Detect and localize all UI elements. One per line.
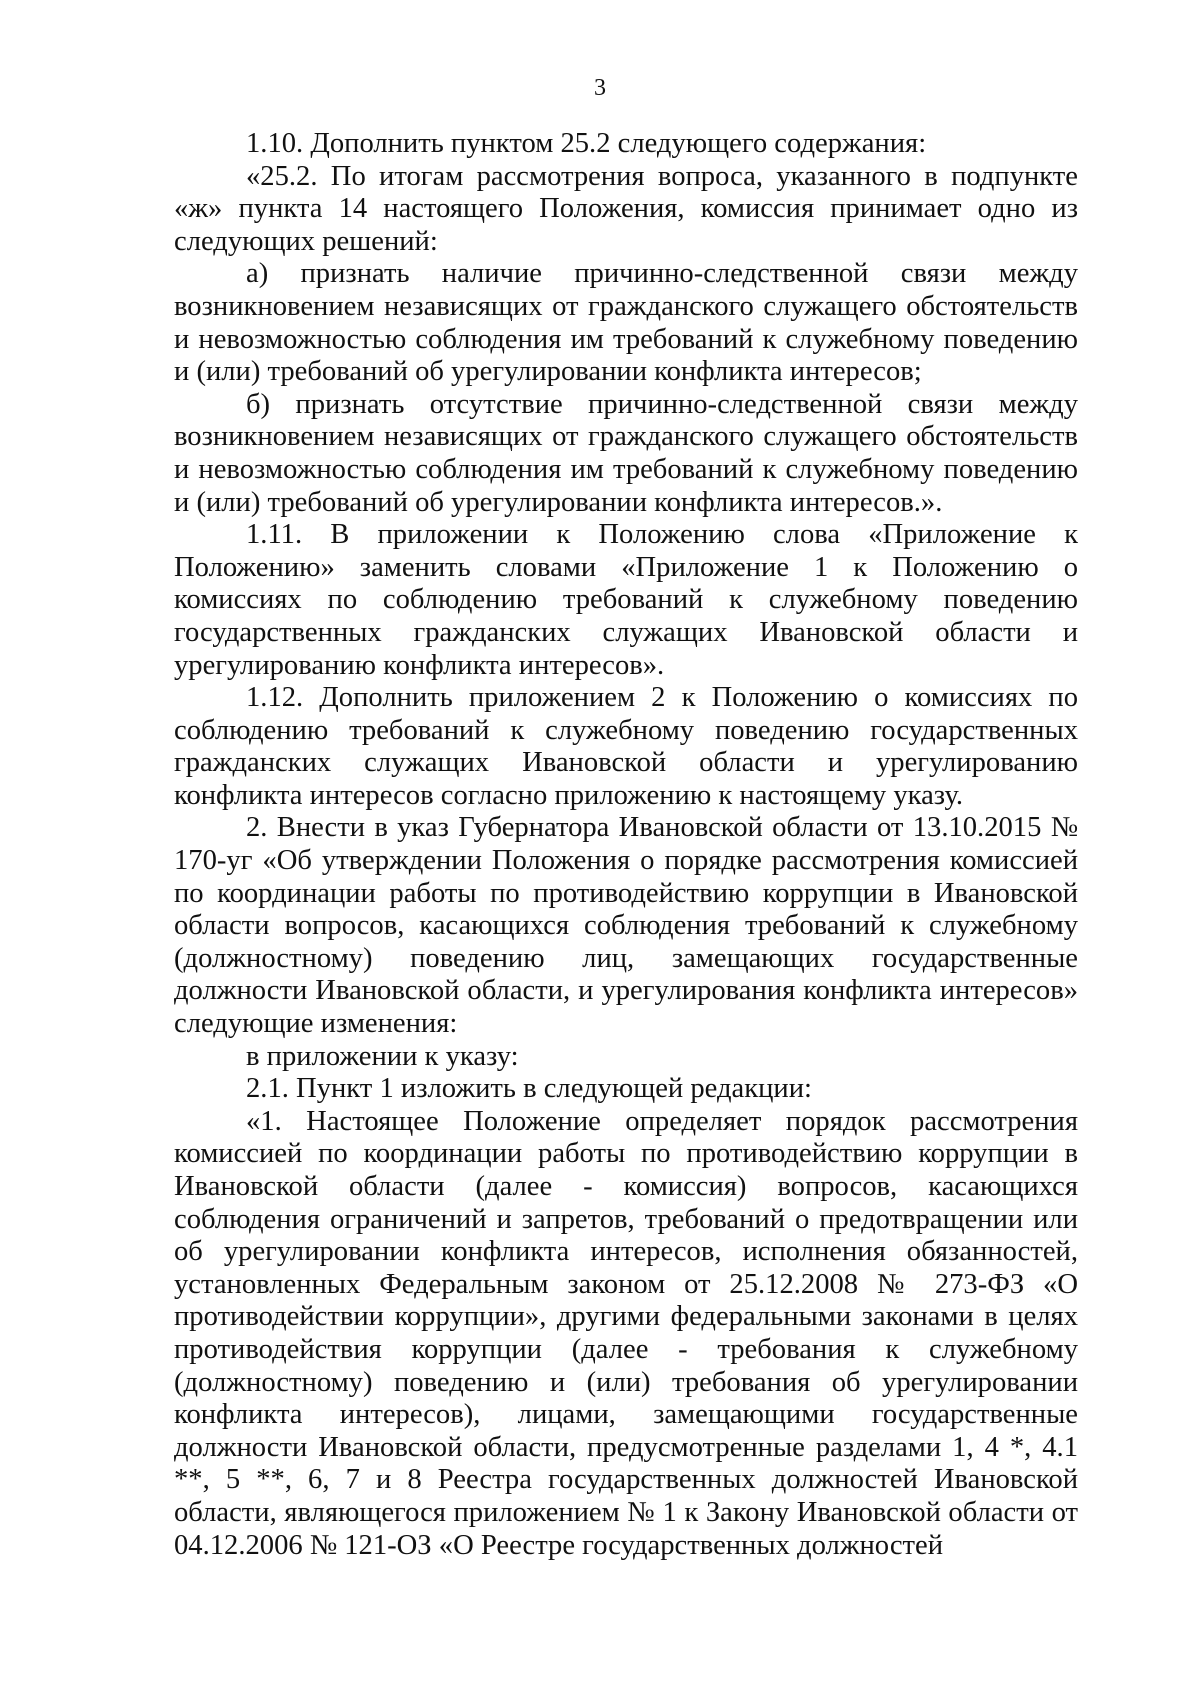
paragraph-2-1: 2.1. Пункт 1 изложить в следующей редакции: <box>246 1073 812 1105</box>
paragraph-1-12: 1.12. Дополнить приложением 2 к Положению о комиссиях по соблюдению требований к служебному поведению государственных гражданских служащих Ивановской области и урегулированию конфликта интересов согласно приложению к настоящему указу. <box>174 682 1078 811</box>
paragraph-annex-intro: в приложении к указу: <box>246 1040 519 1072</box>
paragraph-1-10: 1.10. Дополнить пунктом 25.2 следующего содержания: <box>246 128 927 159</box>
document-text <box>174 128 1078 1562</box>
paragraph-quoted-1: «1. Настоящее Положение определяет порядок рассмотрения комиссией по координации работы по противодействию коррупции в Ивановской области (далее - комиссия) вопросов, касающихся соблюдения ограничений и запретов, требований о предотвращении или об урегулировании конфликта интересов, исполнения обязанностей, установленных Федеральным законом от 25.12.2008 № 273-ФЗ «О противодействии коррупции», другими федеральными законами в целях противодействия коррупции (далее - требования к служебному (должностному) поведению и (или) требования об урегулировании конфликта интересов), лицами, замещающими государственные должности Ивановской области, предусмотренные разделами 1, 4 *, 4.1 **, 5 **, 6, 7 и 8 Реестра государственных должностей Ивановской области, являющегося приложением № 1 к Закону Ивановской области от 04.12.2006 № 121-ОЗ «О Реестре государственных должностей <box>174 1105 1078 1561</box>
paragraph-25-2-a: а) признать наличие причинно-следственной связи между возникновением независящих от гражданского служащего обстоятельств и невозможностью соблюдения им требований к служебному поведению и (или) требований об урегулировании конфликта интересов; <box>174 258 1078 388</box>
paragraph-2: 2. Внести в указ Губернатора Ивановской области от 13.10.2015 № 170-уг «Об утверждении Положения о порядке рассмотрения комиссией по координации работы по противодействию коррупции в Ивановской области вопросов, касающихся соблюдения требований к служебному (должностному) поведению лиц, замещающих государственные должности Ивановской области, и урегулирования конфликта интересов» следующие изменения: <box>174 812 1078 1040</box>
paragraph-25-2: «25.2. По итогам рассмотрения вопроса, указанного в подпункте «ж» пункта 14 настоящего Положения, комиссия принимает одно из следующих решений: <box>174 160 1078 257</box>
paragraph-25-2-b: б) признать отсутствие причинно-следственной связи между возникновением независящих от гражданского служащего обстоятельств и невозможностью соблюдения им требований к служебному поведению и (или) требований об урегулировании конфликта интересов.». <box>174 388 1078 518</box>
paragraph-1-11: 1.11. В приложении к Положению слова «Приложение к Положению» заменить словами «Приложение 1 к Положению о комиссиях по соблюдению требований к служебному поведению государственных гражданских служащих Ивановской области и урегулированию конфликта интересов». <box>174 519 1078 681</box>
page-number: 3 <box>594 75 606 101</box>
